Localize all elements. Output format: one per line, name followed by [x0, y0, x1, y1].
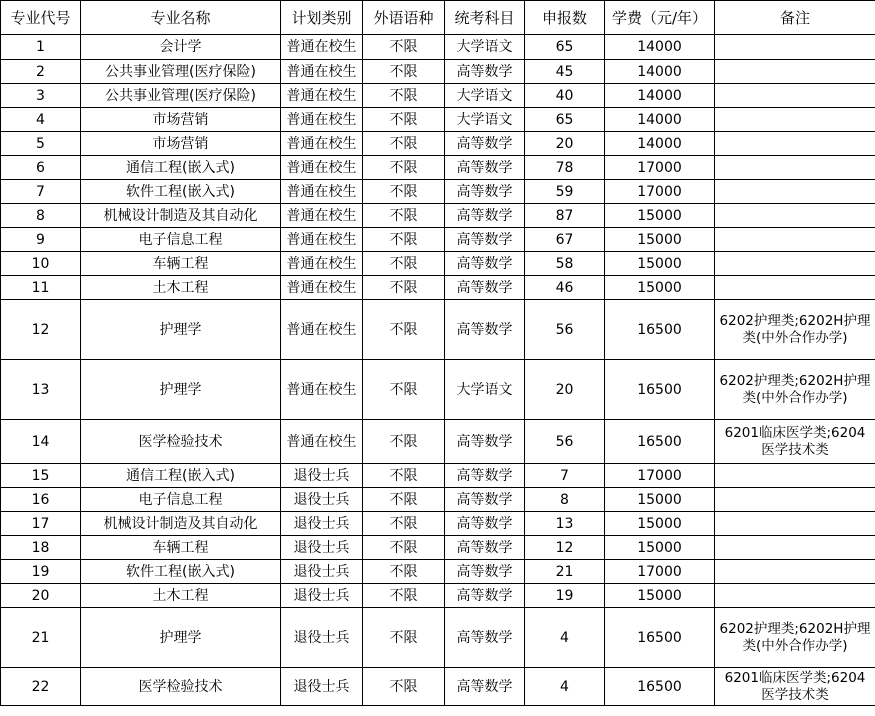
cell-fee: 15000: [605, 204, 715, 228]
table-row: [1, 84, 875, 108]
cell-code: 10: [1, 252, 81, 276]
cell-name: 软件工程(嵌入式): [81, 180, 281, 204]
cell-name: 医学检验技术: [81, 668, 281, 706]
cell-note: [715, 228, 875, 252]
cell-lang: 不限: [363, 108, 445, 132]
cell-fee: 15000: [605, 228, 715, 252]
cell-exam: 高等数学: [445, 132, 525, 156]
cell-plan: 普通在校生: [281, 180, 363, 204]
cell-exam: 高等数学: [445, 228, 525, 252]
cell-plan: 普通在校生: [281, 300, 363, 360]
cell-plan: 普通在校生: [281, 60, 363, 84]
cell-count: 40: [525, 84, 605, 108]
cell-exam: 高等数学: [445, 420, 525, 464]
table-body: [1, 35, 875, 706]
table-row: [1, 156, 875, 180]
cell-note: 6201临床医学类;6204医学技术类: [715, 668, 875, 706]
cell-note: [715, 536, 875, 560]
cell-name: 土木工程: [81, 276, 281, 300]
cell-plan: 退役士兵: [281, 536, 363, 560]
table-row: [1, 668, 875, 706]
cell-code: 22: [1, 668, 81, 706]
cell-lang: 不限: [363, 180, 445, 204]
cell-plan: 普通在校生: [281, 360, 363, 420]
cell-lang: 不限: [363, 60, 445, 84]
cell-code: 17: [1, 512, 81, 536]
table-row: [1, 132, 875, 156]
cell-count: 46: [525, 276, 605, 300]
cell-fee: 16500: [605, 300, 715, 360]
cell-code: 14: [1, 420, 81, 464]
cell-plan: 退役士兵: [281, 584, 363, 608]
cell-name: 软件工程(嵌入式): [81, 560, 281, 584]
table-row: [1, 252, 875, 276]
cell-name: 护理学: [81, 608, 281, 668]
cell-fee: 15000: [605, 488, 715, 512]
cell-fee: 17000: [605, 180, 715, 204]
table-row: [1, 108, 875, 132]
cell-name: 土木工程: [81, 584, 281, 608]
cell-exam: 高等数学: [445, 536, 525, 560]
cell-lang: 不限: [363, 608, 445, 668]
cell-name: 市场营销: [81, 108, 281, 132]
table-row: [1, 360, 875, 420]
cell-count: 87: [525, 204, 605, 228]
cell-lang: 不限: [363, 668, 445, 706]
cell-lang: 不限: [363, 464, 445, 488]
cell-code: 15: [1, 464, 81, 488]
cell-plan: 退役士兵: [281, 464, 363, 488]
cell-fee: 15000: [605, 536, 715, 560]
cell-exam: 大学语文: [445, 35, 525, 60]
table-row: [1, 584, 875, 608]
cell-count: 4: [525, 668, 605, 706]
table-header-row: [1, 1, 875, 35]
cell-exam: 高等数学: [445, 156, 525, 180]
cell-code: 3: [1, 84, 81, 108]
cell-code: 21: [1, 608, 81, 668]
cell-name: 通信工程(嵌入式): [81, 464, 281, 488]
cell-count: 13: [525, 512, 605, 536]
cell-code: 11: [1, 276, 81, 300]
cell-name: 电子信息工程: [81, 228, 281, 252]
cell-count: 20: [525, 132, 605, 156]
cell-fee: 16500: [605, 668, 715, 706]
cell-code: 12: [1, 300, 81, 360]
cell-code: 8: [1, 204, 81, 228]
cell-count: 8: [525, 488, 605, 512]
header-note: 备注: [715, 1, 875, 35]
cell-fee: 15000: [605, 584, 715, 608]
cell-exam: 高等数学: [445, 300, 525, 360]
cell-exam: 高等数学: [445, 204, 525, 228]
cell-count: 56: [525, 300, 605, 360]
cell-fee: 16500: [605, 608, 715, 668]
cell-lang: 不限: [363, 420, 445, 464]
cell-count: 4: [525, 608, 605, 668]
cell-lang: 不限: [363, 276, 445, 300]
header-name: 专业名称: [81, 1, 281, 35]
cell-fee: 14000: [605, 35, 715, 60]
cell-name: 公共事业管理(医疗保险): [81, 84, 281, 108]
cell-code: 7: [1, 180, 81, 204]
cell-code: 6: [1, 156, 81, 180]
table-row: [1, 60, 875, 84]
cell-count: 59: [525, 180, 605, 204]
table-row: [1, 300, 875, 360]
cell-count: 65: [525, 35, 605, 60]
header-exam: 统考科目: [445, 1, 525, 35]
header-lang: 外语语种: [363, 1, 445, 35]
cell-count: 58: [525, 252, 605, 276]
cell-fee: 14000: [605, 132, 715, 156]
table-row: [1, 276, 875, 300]
cell-fee: 16500: [605, 420, 715, 464]
cell-code: 4: [1, 108, 81, 132]
cell-exam: 高等数学: [445, 584, 525, 608]
cell-name: 市场营销: [81, 132, 281, 156]
cell-name: 会计学: [81, 35, 281, 60]
cell-count: 65: [525, 108, 605, 132]
cell-lang: 不限: [363, 360, 445, 420]
cell-exam: 高等数学: [445, 252, 525, 276]
cell-exam: 大学语文: [445, 108, 525, 132]
table-row: [1, 464, 875, 488]
table-row: [1, 420, 875, 464]
cell-lang: 不限: [363, 35, 445, 60]
cell-name: 医学检验技术: [81, 420, 281, 464]
cell-note: [715, 560, 875, 584]
cell-count: 67: [525, 228, 605, 252]
table-row: [1, 512, 875, 536]
cell-note: [715, 108, 875, 132]
cell-fee: 17000: [605, 156, 715, 180]
cell-code: 1: [1, 35, 81, 60]
cell-plan: 普通在校生: [281, 132, 363, 156]
cell-fee: 17000: [605, 560, 715, 584]
cell-plan: 普通在校生: [281, 108, 363, 132]
cell-fee: 16500: [605, 360, 715, 420]
cell-lang: 不限: [363, 300, 445, 360]
cell-note: [715, 156, 875, 180]
header-count: 申报数: [525, 1, 605, 35]
cell-code: 20: [1, 584, 81, 608]
cell-lang: 不限: [363, 536, 445, 560]
cell-code: 2: [1, 60, 81, 84]
table-row: [1, 204, 875, 228]
cell-note: 6202护理类;6202H护理类(中外合作办学): [715, 300, 875, 360]
cell-exam: 大学语文: [445, 360, 525, 420]
cell-lang: 不限: [363, 560, 445, 584]
cell-plan: 普通在校生: [281, 252, 363, 276]
cell-plan: 普通在校生: [281, 204, 363, 228]
cell-count: 56: [525, 420, 605, 464]
cell-lang: 不限: [363, 252, 445, 276]
cell-count: 19: [525, 584, 605, 608]
cell-plan: 普通在校生: [281, 276, 363, 300]
cell-lang: 不限: [363, 512, 445, 536]
cell-name: 车辆工程: [81, 252, 281, 276]
table-row: [1, 536, 875, 560]
cell-plan: 普通在校生: [281, 228, 363, 252]
cell-note: [715, 204, 875, 228]
cell-plan: 普通在校生: [281, 84, 363, 108]
cell-note: [715, 35, 875, 60]
cell-lang: 不限: [363, 488, 445, 512]
cell-fee: 15000: [605, 276, 715, 300]
table-row: [1, 180, 875, 204]
cell-fee: 15000: [605, 512, 715, 536]
cell-name: 护理学: [81, 300, 281, 360]
cell-plan: 退役士兵: [281, 668, 363, 706]
cell-code: 18: [1, 536, 81, 560]
cell-fee: 17000: [605, 464, 715, 488]
cell-fee: 14000: [605, 60, 715, 84]
header-plan: 计划类别: [281, 1, 363, 35]
cell-code: 13: [1, 360, 81, 420]
cell-note: [715, 60, 875, 84]
cell-name: 车辆工程: [81, 536, 281, 560]
cell-note: [715, 488, 875, 512]
cell-code: 9: [1, 228, 81, 252]
cell-name: 通信工程(嵌入式): [81, 156, 281, 180]
cell-note: [715, 512, 875, 536]
cell-exam: 高等数学: [445, 60, 525, 84]
cell-note: 6202护理类;6202H护理类(中外合作办学): [715, 608, 875, 668]
cell-plan: 退役士兵: [281, 608, 363, 668]
cell-note: [715, 464, 875, 488]
cell-lang: 不限: [363, 84, 445, 108]
table-row: [1, 488, 875, 512]
cell-plan: 退役士兵: [281, 488, 363, 512]
cell-lang: 不限: [363, 156, 445, 180]
cell-exam: 高等数学: [445, 464, 525, 488]
cell-exam: 高等数学: [445, 560, 525, 584]
cell-code: 16: [1, 488, 81, 512]
cell-exam: 高等数学: [445, 180, 525, 204]
cell-code: 19: [1, 560, 81, 584]
table-row: [1, 228, 875, 252]
table-row: [1, 35, 875, 60]
table-row: [1, 560, 875, 584]
header-code: 专业代号: [1, 1, 81, 35]
cell-exam: 高等数学: [445, 608, 525, 668]
table-row: [1, 608, 875, 668]
cell-name: 电子信息工程: [81, 488, 281, 512]
cell-name: 护理学: [81, 360, 281, 420]
cell-note: [715, 584, 875, 608]
cell-lang: 不限: [363, 132, 445, 156]
cell-note: 6201临床医学类;6204医学技术类: [715, 420, 875, 464]
cell-fee: 14000: [605, 108, 715, 132]
cell-name: 公共事业管理(医疗保险): [81, 60, 281, 84]
cell-plan: 退役士兵: [281, 560, 363, 584]
cell-note: [715, 84, 875, 108]
cell-exam: 高等数学: [445, 668, 525, 706]
cell-exam: 高等数学: [445, 488, 525, 512]
cell-exam: 大学语文: [445, 84, 525, 108]
cell-count: 78: [525, 156, 605, 180]
cell-lang: 不限: [363, 584, 445, 608]
cell-note: [715, 276, 875, 300]
cell-count: 20: [525, 360, 605, 420]
cell-plan: 普通在校生: [281, 35, 363, 60]
cell-plan: 普通在校生: [281, 420, 363, 464]
cell-lang: 不限: [363, 228, 445, 252]
cell-note: [715, 132, 875, 156]
cell-count: 45: [525, 60, 605, 84]
cell-name: 机械设计制造及其自动化: [81, 512, 281, 536]
cell-count: 7: [525, 464, 605, 488]
cell-exam: 高等数学: [445, 512, 525, 536]
cell-lang: 不限: [363, 204, 445, 228]
cell-plan: 普通在校生: [281, 156, 363, 180]
header-fee: 学费（元/年）: [605, 1, 715, 35]
cell-fee: 14000: [605, 84, 715, 108]
cell-count: 12: [525, 536, 605, 560]
cell-count: 21: [525, 560, 605, 584]
cell-plan: 退役士兵: [281, 512, 363, 536]
cell-note: 6202护理类;6202H护理类(中外合作办学): [715, 360, 875, 420]
cell-name: 机械设计制造及其自动化: [81, 204, 281, 228]
cell-code: 5: [1, 132, 81, 156]
cell-fee: 15000: [605, 252, 715, 276]
cell-exam: 高等数学: [445, 276, 525, 300]
cell-note: [715, 252, 875, 276]
cell-note: [715, 180, 875, 204]
